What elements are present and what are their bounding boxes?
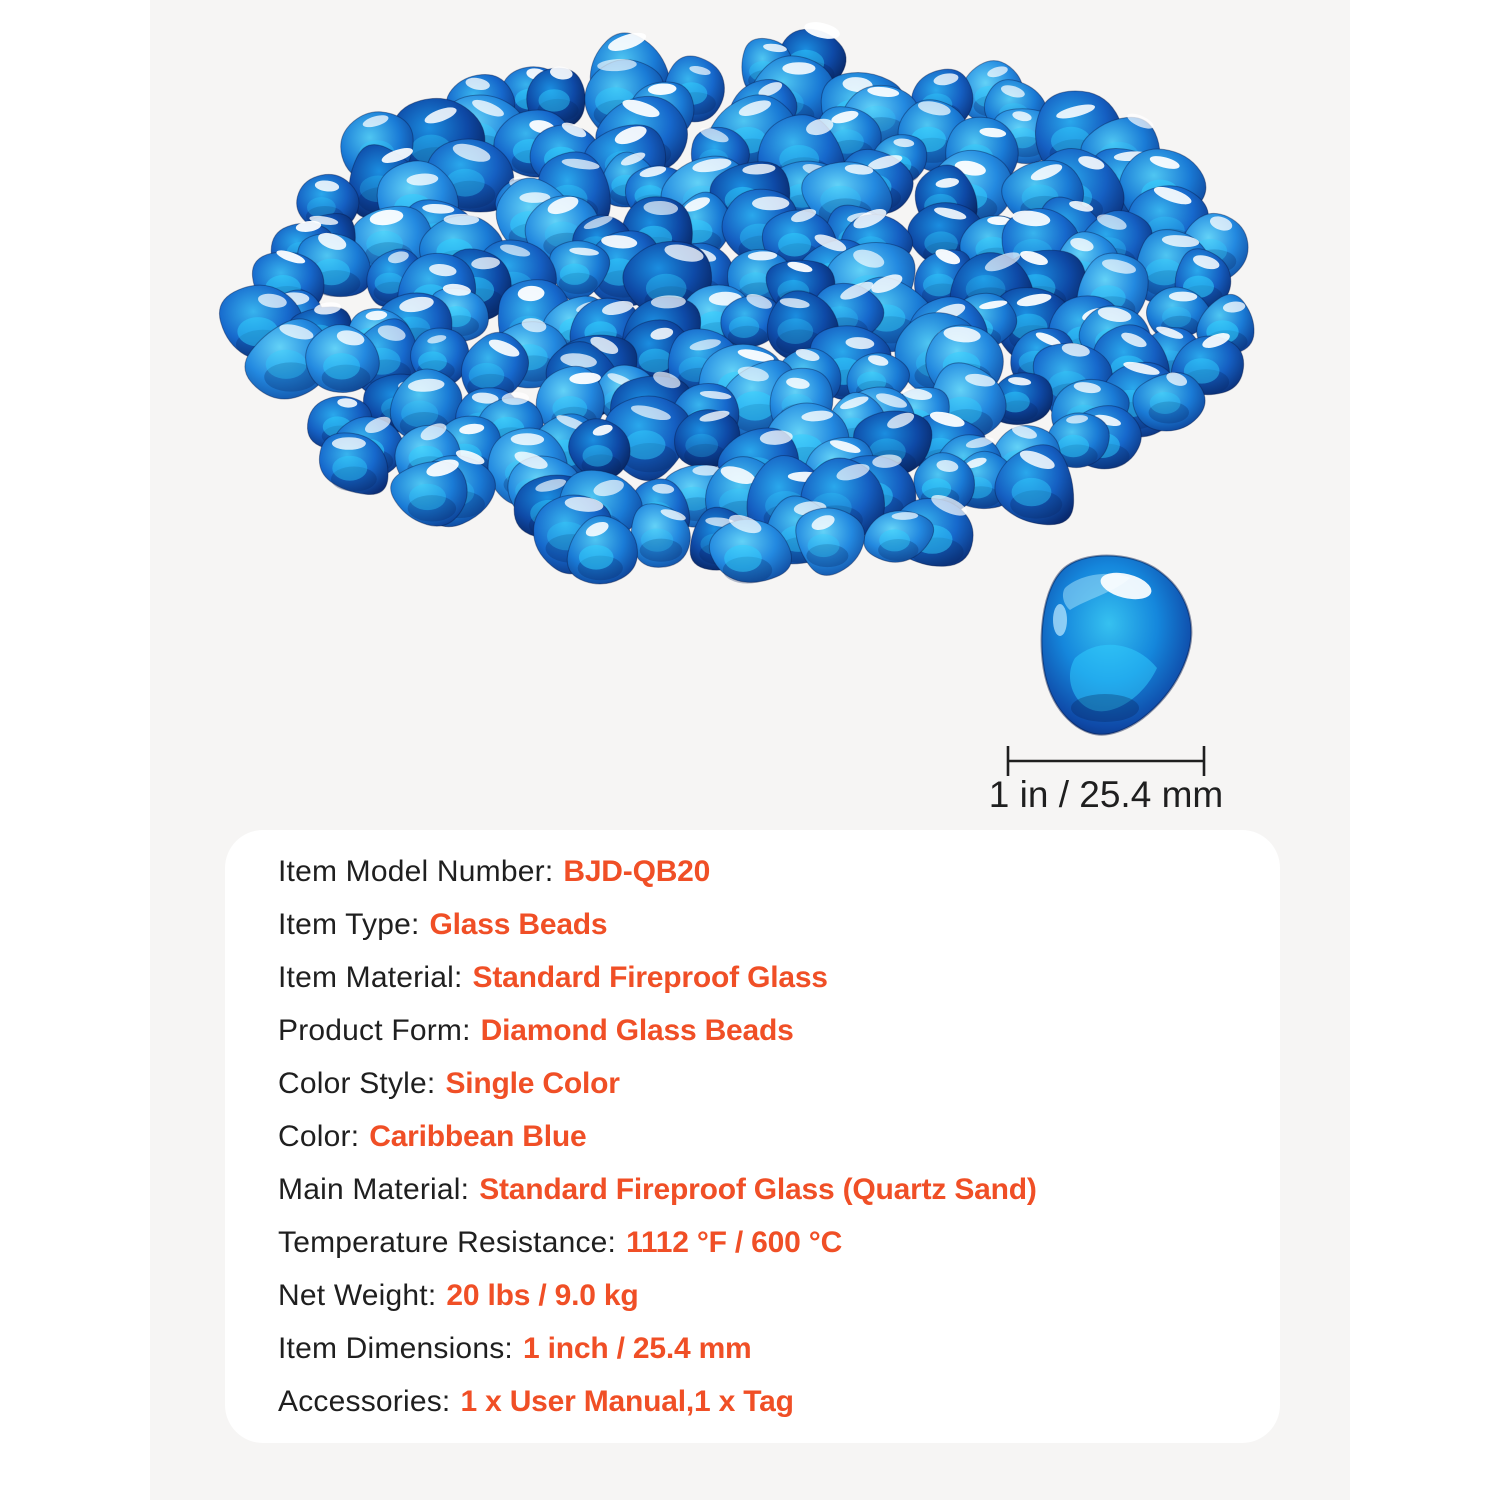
spec-value: Standard Fireproof Glass (Quartz Sand) [479, 1172, 1037, 1206]
spec-label: Accessories: [278, 1384, 451, 1418]
spec-row [278, 1057, 1250, 1110]
spec-value: Standard Fireproof Glass [472, 960, 828, 994]
spec-row [278, 1322, 1250, 1375]
spec-label: Temperature Resistance: [278, 1225, 617, 1259]
spec-row [278, 1004, 1250, 1057]
spec-label: Item Type: [278, 907, 420, 941]
single-bead-image [1005, 548, 1205, 748]
spec-label: Product Form: [278, 1013, 471, 1047]
spec-value: 1 inch / 25.4 mm [522, 1331, 752, 1365]
spec-label: Item Material: [278, 960, 463, 994]
spec-label: Main Material: [278, 1172, 470, 1206]
spec-card [225, 830, 1280, 1443]
spec-value: Single Color [445, 1066, 620, 1100]
spec-value: Caribbean Blue [369, 1119, 587, 1153]
spec-row [278, 1110, 1250, 1163]
spec-row [278, 1216, 1250, 1269]
spec-value: 1 x User Manual,1 x Tag [460, 1384, 794, 1418]
spec-value: Glass Beads [429, 907, 608, 941]
spec-row [278, 1375, 1250, 1428]
spec-value: Diamond Glass Beads [480, 1013, 794, 1047]
spec-row [278, 845, 1250, 898]
spec-label: Color: [278, 1119, 360, 1153]
spec-value: 20 lbs / 9.0 kg [446, 1278, 639, 1312]
spec-row [278, 951, 1250, 1004]
beads-pile-image [150, 0, 1350, 600]
spec-label: Item Model Number: [278, 854, 554, 888]
spec-label: Item Dimensions: [278, 1331, 513, 1365]
spec-row [278, 1163, 1250, 1216]
spec-label: Color Style: [278, 1066, 436, 1100]
spec-row [278, 898, 1250, 951]
spec-label: Net Weight: [278, 1278, 437, 1312]
spec-row [278, 1269, 1250, 1322]
content-area [150, 0, 1350, 1500]
spec-value: BJD-QB20 [563, 854, 711, 888]
spec-value: 1112 °F / 600 °C [626, 1225, 843, 1259]
dimension-label: 1 in / 25.4 mm [988, 774, 1224, 815]
